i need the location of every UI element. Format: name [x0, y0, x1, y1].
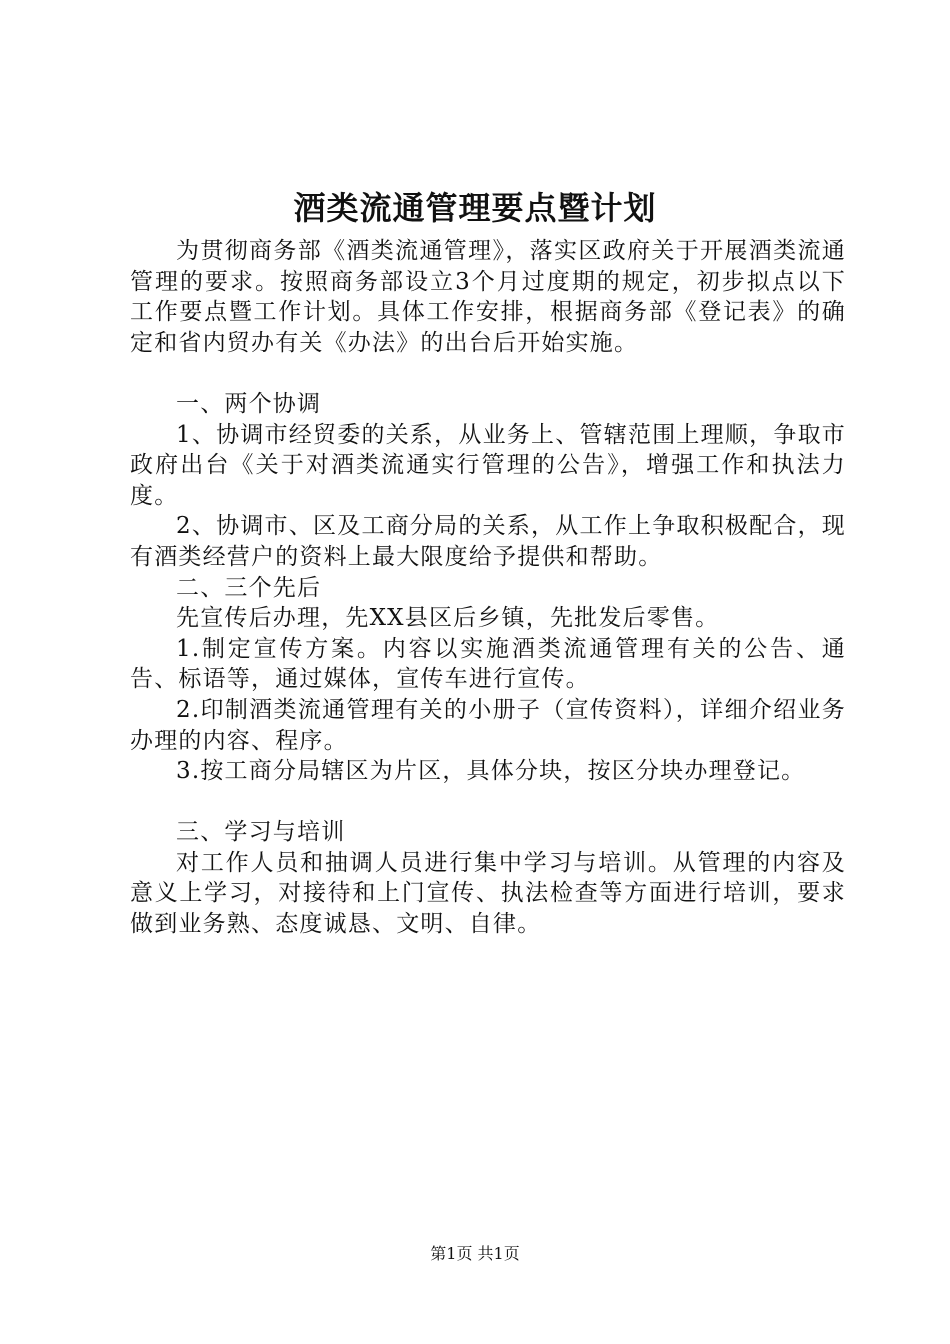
document-title: 酒类流通管理要点暨计划: [293, 189, 657, 227]
document-body: [130, 236, 846, 940]
page-number-footer: 第1页 共1页: [430, 1244, 520, 1263]
section-2-item-1: 1.制定宣传方案。内容以实施酒类流通管理有关的公告、通告、标语等，通过媒体，宣传车进行宣传。: [130, 635, 846, 693]
section-1-item-2: 2、协调市、区及工商分局的关系，从工作上争取积极配合，现有酒类经营户的资料上最大限度给予提供和帮助。: [130, 513, 846, 570]
section-2-summary: 先宣传后办理，先XX县区后乡镇，先批发后零售。: [176, 605, 720, 632]
section-1-item-1: 1、协调市经贸委的关系，从业务上、管辖范围上理顺，争取市政府出台《关于对酒类流通实行管理的公告》，增强工作和执法力度。: [130, 421, 846, 509]
paragraph-spacer: [130, 787, 846, 818]
section-1-heading: 一、两个协调: [176, 390, 322, 417]
section-2-heading: 二、三个先后: [176, 574, 322, 601]
intro-paragraph: 为贯彻商务部《酒类流通管理》，落实区政府关于开展酒类流通管理的要求。按照商务部设立3个月过度期的规定，初步拟点以下工作要点暨工作计划。具体工作安排，根据商务部《登记表》的确定和省内贸办有关《办法》的出台后开始实施。: [130, 238, 846, 356]
section-2-item-3: 3.按工商分局辖区为片区，具体分块，按区分块办理登记。: [176, 758, 806, 785]
paragraph-spacer: [130, 358, 846, 389]
section-2-item-2: 2.印制酒类流通管理有关的小册子（宣传资料），详细介绍业务办理的内容、程序。: [130, 696, 846, 754]
section-3-paragraph: 对工作人员和抽调人员进行集中学习与培训。从管理的内容及意义上学习，对接待和上门宣传、执法检查等方面进行培训，要求做到业务熟、态度诚恳、文明、自律。: [130, 849, 846, 938]
section-3-heading: 三、学习与培训: [176, 819, 346, 846]
